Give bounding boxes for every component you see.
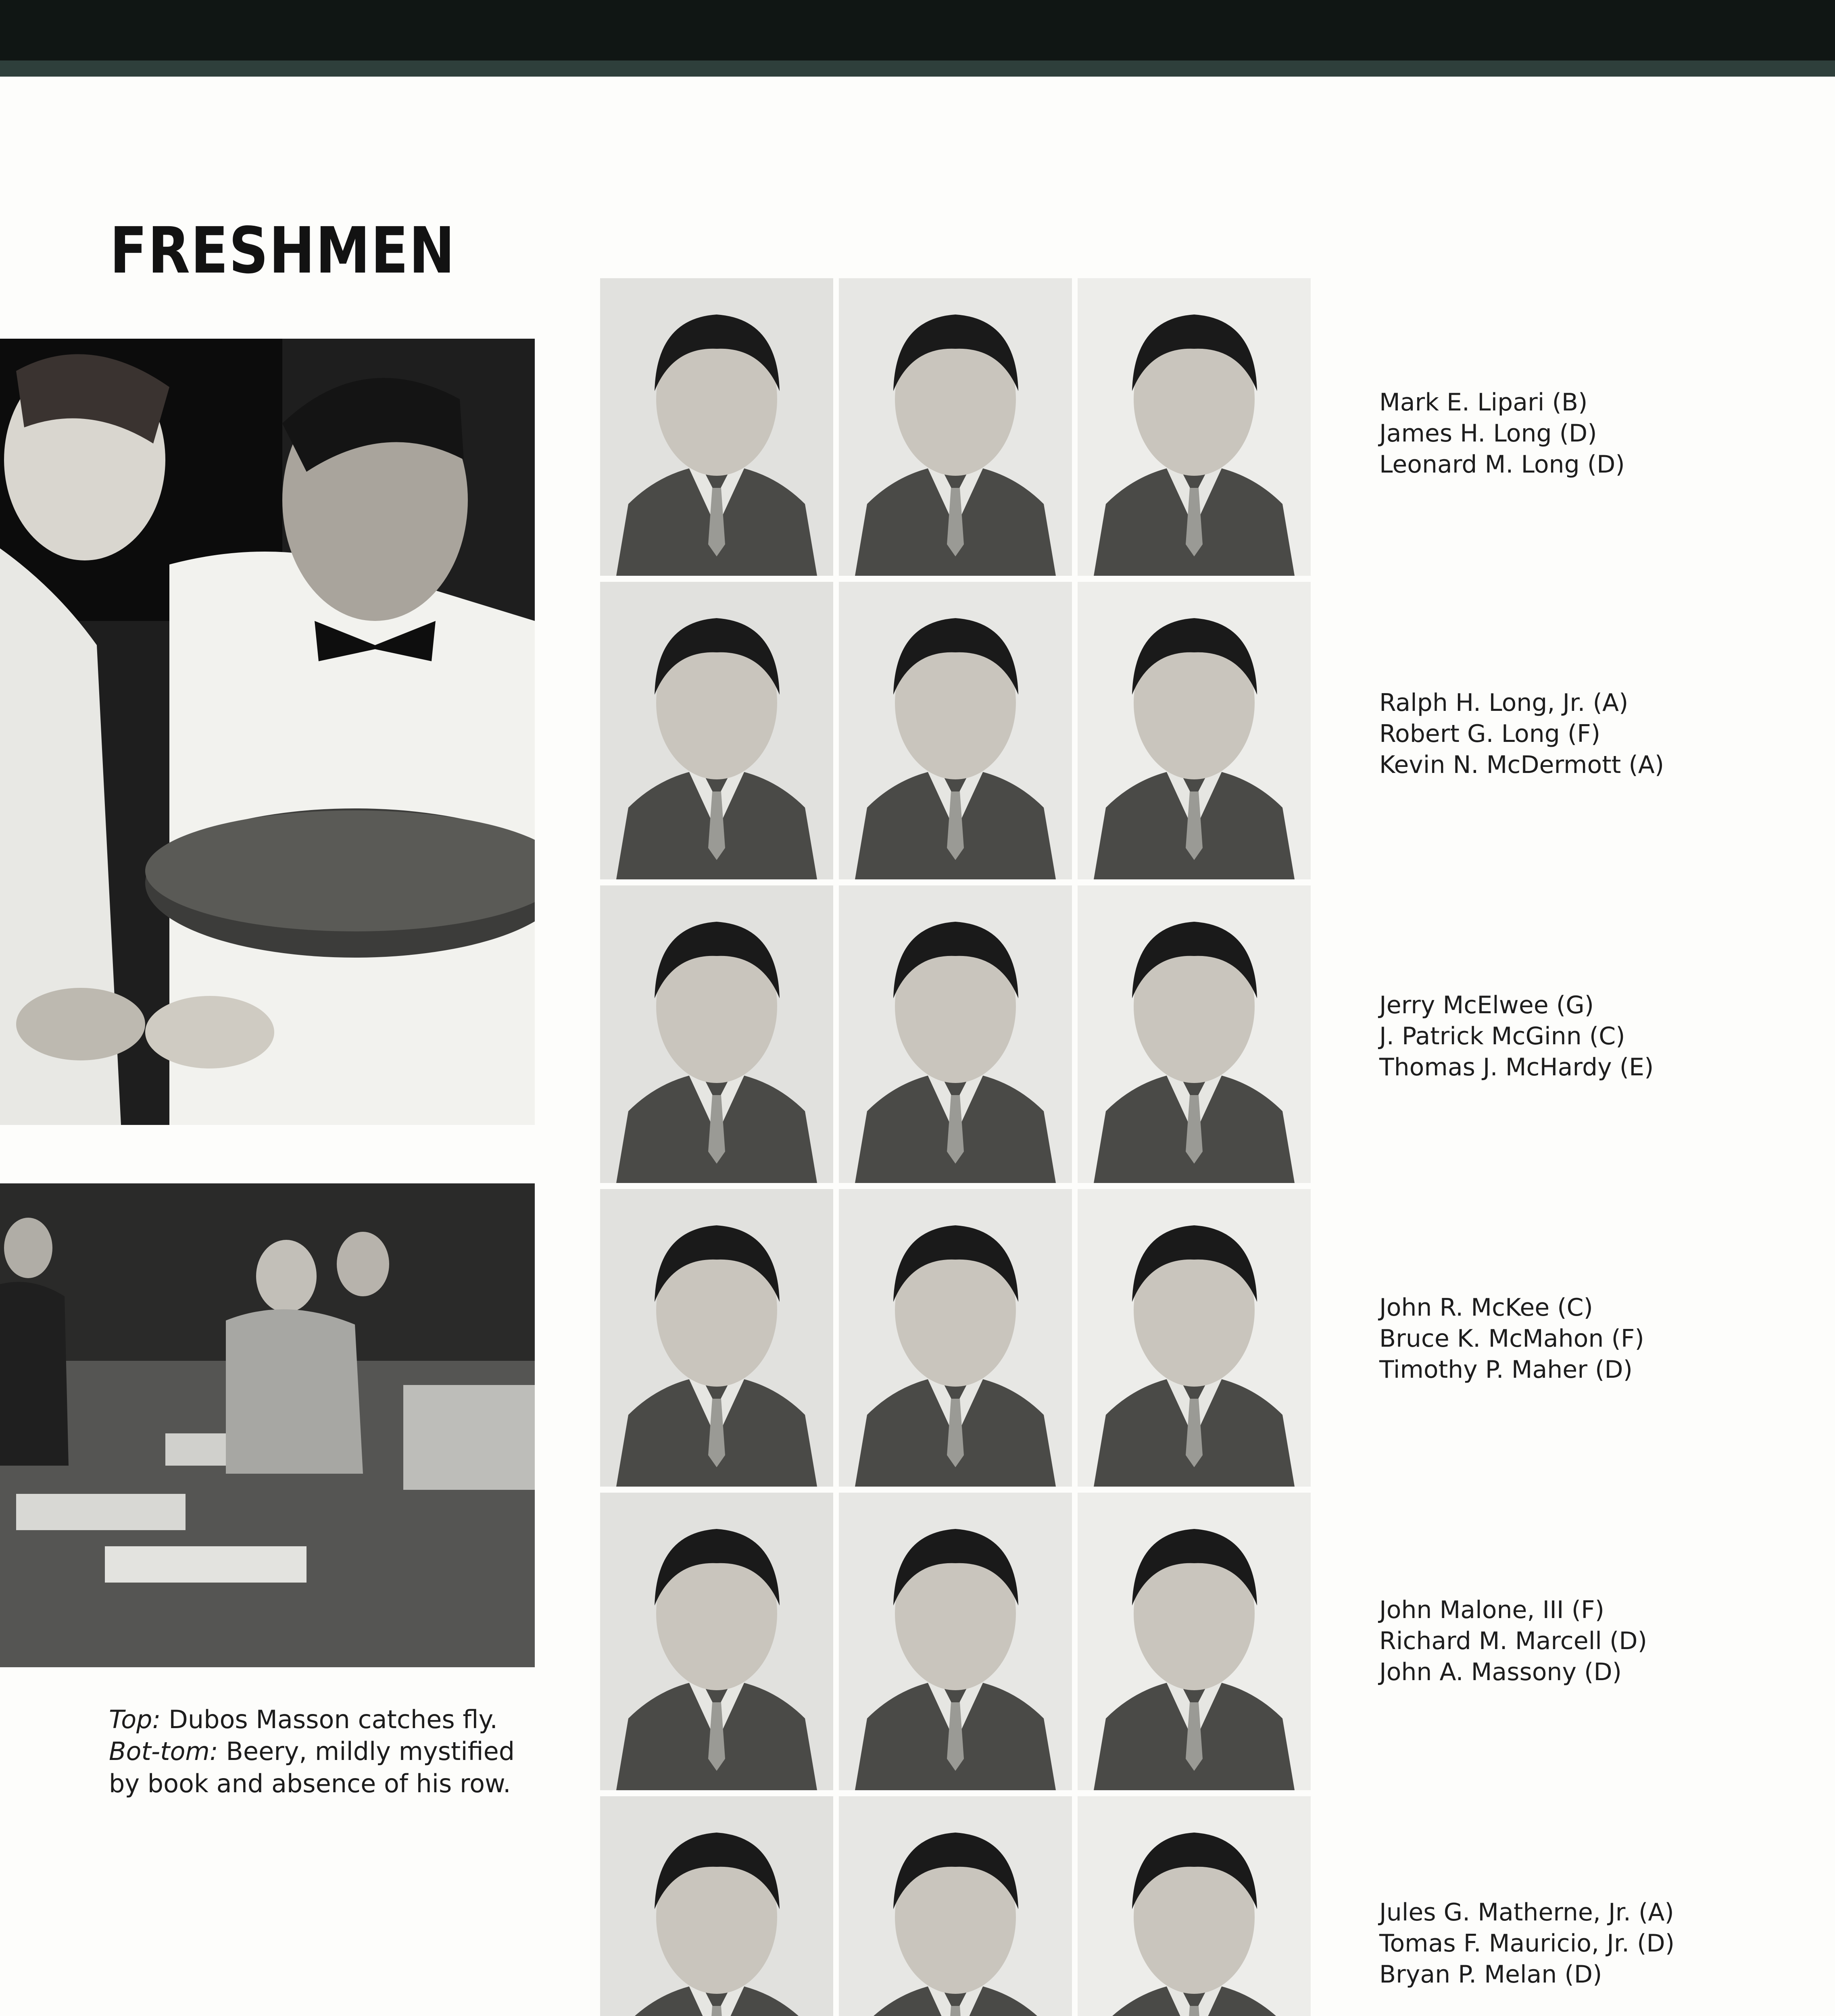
- student-name: Robert G. Long (F): [1379, 719, 1601, 748]
- name-list-row-1: [1379, 387, 1742, 480]
- portrait: [839, 1189, 1072, 1487]
- student-name: Jules G. Matherne, Jr. (A): [1379, 1898, 1674, 1926]
- student-name: Leonard M. Long (D): [1379, 450, 1625, 479]
- scan-top-edge-shade: [0, 60, 1835, 77]
- portrait: [600, 1189, 833, 1487]
- name-list-row-4: [1379, 1292, 1742, 1385]
- portrait: [1078, 1796, 1311, 2016]
- portrait: [839, 582, 1072, 879]
- student-name: Bryan P. Melan (D): [1379, 1960, 1602, 1989]
- candid-photo-classroom: [0, 1183, 535, 1667]
- portrait: [600, 278, 833, 576]
- name-list-row-5: [1379, 1595, 1742, 1687]
- name-list-row-2: [1379, 687, 1742, 780]
- student-name: Bruce K. McMahon (F): [1379, 1324, 1644, 1353]
- candid-photo-drummer: [0, 339, 535, 1125]
- student-name: J. Patrick McGinn (C): [1379, 1022, 1625, 1050]
- name-list-row-3: [1379, 990, 1742, 1083]
- caption-top-label: Top:: [109, 1705, 161, 1734]
- portrait: [1078, 1189, 1311, 1487]
- portrait: [1078, 278, 1311, 576]
- photo-caption: [109, 1704, 540, 1799]
- portrait: [839, 1493, 1072, 1790]
- portrait: [600, 1493, 833, 1790]
- student-name: Ralph H. Long, Jr. (A): [1379, 689, 1629, 717]
- student-name: John Malone, III (F): [1379, 1596, 1605, 1624]
- portrait: [600, 885, 833, 1183]
- student-name: Kevin N. McDermott (A): [1379, 750, 1664, 779]
- portrait: [1078, 582, 1311, 879]
- student-name: Richard M. Marcell (D): [1379, 1627, 1647, 1655]
- page-title: FRESHMEN: [110, 214, 456, 288]
- portrait: [600, 582, 833, 879]
- portrait: [839, 278, 1072, 576]
- caption-bottom-text: Beery, mildly mystified by book and absence of his row.: [109, 1737, 515, 1798]
- name-list-row-6: [1379, 1897, 1742, 1990]
- caption-bottom-label: Bot-tom:: [109, 1737, 218, 1766]
- portrait: [1078, 1493, 1311, 1790]
- student-name: James H. Long (D): [1379, 419, 1597, 448]
- student-name: Mark E. Lipari (B): [1379, 388, 1588, 417]
- student-name: Tomas F. Mauricio, Jr. (D): [1379, 1929, 1675, 1958]
- portrait: [839, 885, 1072, 1183]
- caption-top-text: Dubos Masson catches fly.: [161, 1705, 498, 1734]
- student-name: Jerry McElwee (G): [1379, 991, 1594, 1019]
- portrait: [1078, 885, 1311, 1183]
- portrait: [839, 1796, 1072, 2016]
- portrait: [600, 1796, 833, 2016]
- student-name: John A. Massony (D): [1379, 1658, 1622, 1686]
- student-name: John R. McKee (C): [1379, 1293, 1593, 1322]
- student-name: Timothy P. Maher (D): [1379, 1355, 1633, 1384]
- student-name: Thomas J. McHardy (E): [1379, 1053, 1654, 1081]
